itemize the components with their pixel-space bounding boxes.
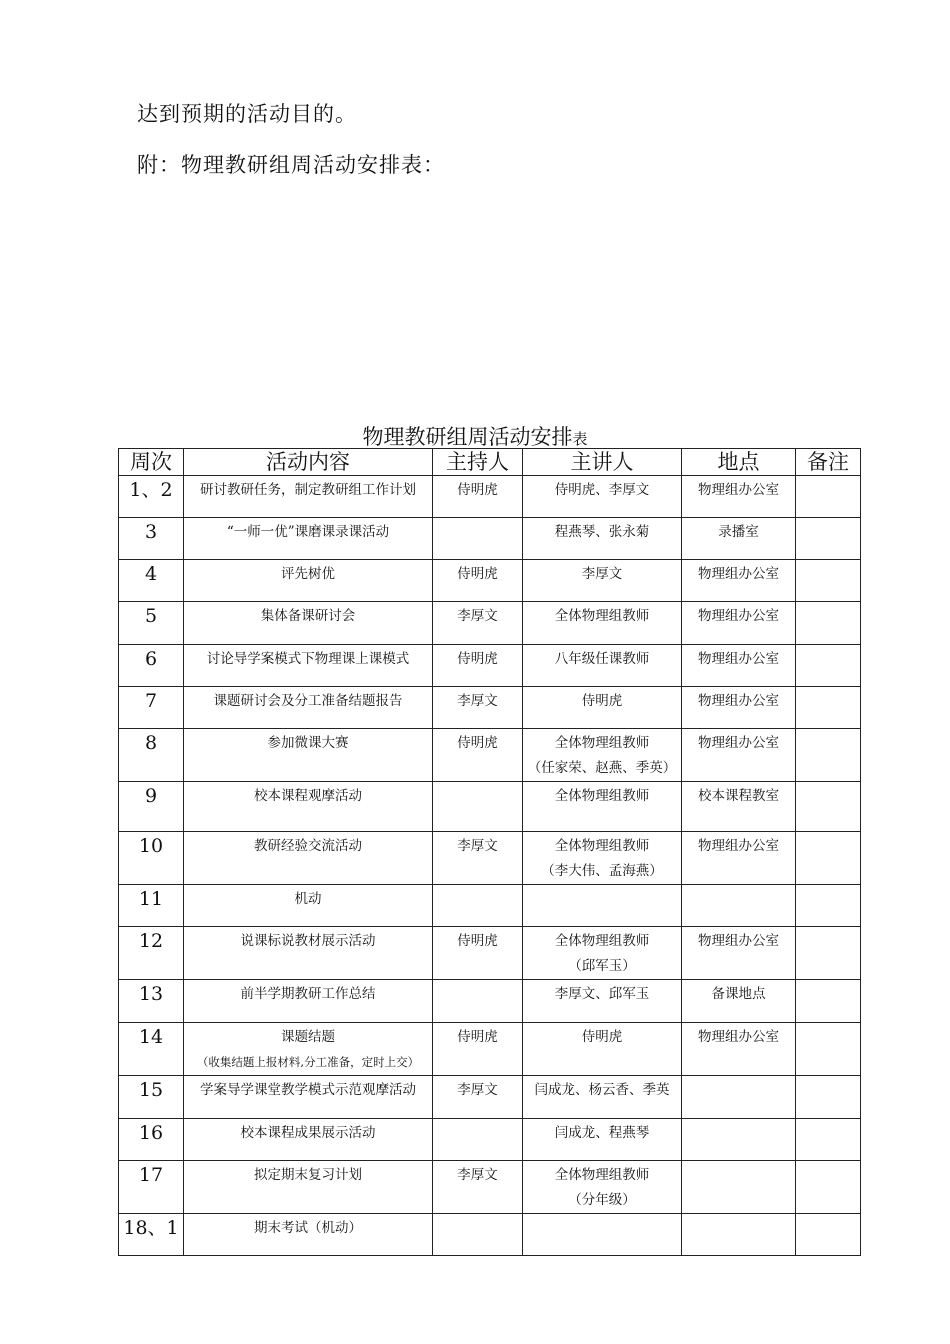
cell-place-text: 物理组办公室: [698, 482, 779, 498]
cell-place-text: 物理组办公室: [698, 566, 779, 582]
cell-content-text: 参加微课大赛: [267, 735, 349, 751]
cell-content-text: 学案导学课堂教学模式示范观摩活动: [200, 1082, 416, 1098]
cell-place-text: 物理组办公室: [698, 838, 779, 854]
cell-speaker-text: 全体物理组教师: [554, 788, 650, 804]
table-row: [119, 1214, 861, 1256]
table-row: [119, 927, 861, 980]
cell-content-text: 校本课程成果展示活动: [240, 1125, 376, 1141]
cell-note: [796, 782, 861, 832]
header-speaker: 主讲人: [523, 449, 682, 476]
cell-note: [796, 729, 861, 782]
cell-content: [184, 645, 433, 687]
cell-speaker-text: 闫成龙、杨云香、季英: [534, 1082, 670, 1098]
cell-speaker: [523, 729, 682, 782]
cell-content: [184, 980, 433, 1023]
cell-place-text: 物理组办公室: [698, 608, 779, 624]
cell-content-text: 评先树优: [281, 566, 335, 582]
cell-speaker-text: 全体物理组教师: [554, 1167, 650, 1183]
cell-content-text: 说课标说教材展示活动: [240, 933, 376, 949]
cell-content: [184, 476, 433, 518]
cell-week-text: 8: [144, 732, 158, 754]
cell-content: [184, 832, 433, 885]
cell-place: [682, 518, 796, 560]
cell-week-text: 4: [144, 563, 158, 585]
cell-week: [119, 687, 184, 729]
cell-place: [682, 1119, 796, 1161]
cell-place-text: 物理组办公室: [698, 651, 779, 667]
cell-speaker-text: 李厚文: [581, 566, 623, 582]
cell-place: [682, 782, 796, 832]
cell-week: [119, 885, 184, 927]
cell-place: [682, 1023, 796, 1076]
cell-week-text: 16: [138, 1122, 164, 1144]
cell-host: [433, 729, 523, 782]
cell-place: [682, 560, 796, 602]
cell-week-text: 12: [138, 930, 164, 952]
cell-place: [682, 927, 796, 980]
cell-content-text: 集体备课研讨会: [260, 608, 356, 624]
cell-host: [433, 782, 523, 832]
cell-note: [796, 1119, 861, 1161]
cell-week-text: 18、1: [123, 1217, 179, 1239]
cell-speaker: [523, 687, 682, 729]
cell-speaker-text: 全体物理组教师: [554, 608, 650, 624]
cell-host: [433, 927, 523, 980]
cell-content: [184, 1076, 433, 1119]
cell-week-text: 7: [144, 690, 158, 712]
cell-content-text: 前半学期教研工作总结: [240, 986, 376, 1002]
cell-place-text: 物理组办公室: [698, 693, 779, 709]
table-row: [119, 885, 861, 927]
header-place: 地点: [682, 449, 796, 476]
paragraph-line-2: 附：物理教研组周活动安排表：: [137, 153, 445, 177]
cell-week: [119, 645, 184, 687]
cell-speaker-text: 程燕琴、张永菊: [554, 524, 650, 540]
cell-host: [433, 885, 523, 927]
cell-note: [796, 560, 861, 602]
cell-place-text: 物理组办公室: [698, 1029, 779, 1045]
cell-week-text: 14: [138, 1026, 164, 1048]
cell-content-text: 教研经验交流活动: [254, 838, 362, 854]
table-row: [119, 782, 861, 832]
cell-speaker: [523, 832, 682, 885]
cell-host: [433, 687, 523, 729]
cell-speaker: [523, 602, 682, 645]
cell-speaker-text: 全体物理组教师: [554, 933, 650, 949]
cell-speaker: [523, 1076, 682, 1119]
cell-host: [433, 1023, 523, 1076]
cell-note: [796, 927, 861, 980]
schedule-table: [118, 448, 861, 1256]
cell-host: [433, 645, 523, 687]
cell-week: [119, 832, 184, 885]
cell-content-text: 课题结题: [281, 1029, 335, 1045]
cell-week: [119, 476, 184, 518]
cell-content: [184, 885, 433, 927]
cell-host-text: 李厚文: [457, 693, 498, 709]
cell-place-text: 校本课程教室: [698, 788, 779, 804]
table-row: [119, 602, 861, 645]
cell-host: [433, 560, 523, 602]
cell-speaker-text: 侍明虎: [581, 1029, 623, 1045]
cell-content: [184, 602, 433, 645]
cell-content-text: 讨论导学案模式下物理课上课模式: [206, 651, 410, 667]
cell-note: [796, 1161, 861, 1214]
cell-week: [119, 1161, 184, 1214]
cell-note: [796, 980, 861, 1023]
cell-content: [184, 729, 433, 782]
cell-place-text: 录播室: [718, 524, 759, 540]
cell-place: [682, 687, 796, 729]
table-row: [119, 729, 861, 782]
cell-host: [433, 1161, 523, 1214]
cell-week-text: 9: [144, 785, 158, 807]
cell-speaker: [523, 1161, 682, 1214]
header-content: 活动内容: [184, 449, 433, 476]
cell-week: [119, 729, 184, 782]
header-week: 周次: [119, 449, 184, 476]
cell-note: [796, 1023, 861, 1076]
cell-speaker: [523, 645, 682, 687]
cell-content: [184, 518, 433, 560]
table-row: [119, 1119, 861, 1161]
table-row: [119, 476, 861, 518]
paragraph-line-1: 达到预期的活动目的。: [137, 102, 357, 126]
cell-place: [682, 645, 796, 687]
cell-place: [682, 1214, 796, 1256]
table-row: [119, 1023, 861, 1076]
table-title: [0, 421, 950, 451]
cell-week: [119, 1214, 184, 1256]
cell-note: [796, 1214, 861, 1256]
cell-week-text: 6: [144, 648, 158, 670]
cell-host: [433, 832, 523, 885]
cell-speaker-second-line: （任家荣、赵燕、季英）: [527, 760, 677, 776]
cell-content-text: 期末考试（机动）: [254, 1220, 362, 1236]
cell-content: [184, 560, 433, 602]
cell-speaker-text: 闫成龙、程燕琴: [554, 1125, 650, 1141]
cell-speaker: [523, 476, 682, 518]
cell-speaker: [523, 1023, 682, 1076]
cell-speaker-second-line: （分年级）: [568, 1192, 636, 1208]
cell-speaker: [523, 980, 682, 1023]
cell-host-text: 李厚文: [457, 838, 498, 854]
cell-week: [119, 518, 184, 560]
cell-host: [433, 476, 523, 518]
cell-host-text: 李厚文: [457, 1167, 498, 1183]
cell-week: [119, 782, 184, 832]
cell-host: [433, 1119, 523, 1161]
cell-speaker-text: 全体物理组教师: [554, 735, 650, 751]
cell-place: [682, 832, 796, 885]
cell-host-text: 侍明虎: [457, 651, 498, 667]
cell-week: [119, 560, 184, 602]
cell-week-text: 3: [144, 521, 158, 543]
cell-week: [119, 1023, 184, 1076]
cell-week-text: 13: [138, 983, 164, 1005]
table-row: [119, 1076, 861, 1119]
cell-host-text: 李厚文: [457, 608, 498, 624]
cell-speaker: [523, 782, 682, 832]
cell-host-text: 侍明虎: [457, 566, 498, 582]
cell-host-text: 侍明虎: [457, 482, 498, 498]
cell-speaker-text: 八年级任课教师: [554, 651, 650, 667]
cell-content: [184, 1119, 433, 1161]
cell-place-text: 物理组办公室: [698, 933, 779, 949]
cell-place: [682, 602, 796, 645]
cell-speaker-second-line: （李大伟、孟海燕）: [541, 863, 663, 879]
table-row: [119, 832, 861, 885]
cell-content: [184, 687, 433, 729]
table-row: [119, 645, 861, 687]
cell-host: [433, 1214, 523, 1256]
cell-note: [796, 1076, 861, 1119]
cell-speaker: [523, 1119, 682, 1161]
cell-week: [119, 980, 184, 1023]
cell-place: [682, 729, 796, 782]
cell-note: [796, 687, 861, 729]
table-title-main: 物理教研组周活动安排: [362, 425, 573, 449]
cell-host: [433, 602, 523, 645]
cell-host-text: 侍明虎: [457, 933, 498, 949]
cell-host-text: 侍明虎: [457, 1029, 498, 1045]
cell-content: [184, 1214, 433, 1256]
cell-speaker-text: 全体物理组教师: [554, 838, 650, 854]
cell-week: [119, 927, 184, 980]
table-row: [119, 980, 861, 1023]
cell-place: [682, 1161, 796, 1214]
cell-week-text: 1、2: [129, 479, 173, 501]
cell-note: [796, 832, 861, 885]
cell-content-text: 机动: [294, 891, 322, 907]
cell-content-text: 课题研讨会及分工准备结题报告: [213, 693, 403, 709]
cell-place-text: 物理组办公室: [698, 735, 779, 751]
table-row: [119, 518, 861, 560]
cell-host-text: 李厚文: [457, 1082, 498, 1098]
cell-place-text: 备课地点: [711, 986, 766, 1002]
table-title-suffix: 表: [572, 430, 588, 448]
cell-note: [796, 645, 861, 687]
cell-note: [796, 518, 861, 560]
header-note: 备注: [796, 449, 861, 476]
cell-note: [796, 476, 861, 518]
table-row: [119, 687, 861, 729]
cell-content-text: “一师一优”课磨课录课活动: [226, 524, 390, 540]
cell-content: [184, 927, 433, 980]
cell-speaker: [523, 1214, 682, 1256]
cell-week-text: 5: [144, 605, 158, 627]
table-header-row: [119, 449, 861, 476]
cell-speaker: [523, 927, 682, 980]
table-row: [119, 560, 861, 602]
cell-week-text: 17: [138, 1164, 164, 1186]
cell-content-second-line: （收集结题上报材料,分工准备，定时上交）: [196, 1055, 420, 1069]
cell-week-text: 15: [138, 1079, 164, 1101]
cell-week: [119, 602, 184, 645]
cell-content-text: 拟定期末复习计划: [254, 1167, 362, 1183]
cell-week-text: 10: [138, 835, 164, 857]
cell-speaker-text: 侍明虎: [581, 693, 623, 709]
cell-week-text: 11: [138, 888, 164, 910]
cell-note: [796, 602, 861, 645]
cell-place: [682, 476, 796, 518]
cell-content: [184, 1161, 433, 1214]
cell-content: [184, 1023, 433, 1076]
cell-speaker: [523, 560, 682, 602]
cell-content-text: 研讨教研任务，制定教研组工作计划: [200, 482, 416, 498]
cell-place: [682, 980, 796, 1023]
cell-host-text: 侍明虎: [457, 735, 498, 751]
cell-week: [119, 1119, 184, 1161]
cell-speaker: [523, 885, 682, 927]
cell-content-text: 校本课程观摩活动: [254, 788, 362, 804]
cell-host: [433, 980, 523, 1023]
cell-host: [433, 518, 523, 560]
cell-content: [184, 782, 433, 832]
cell-week: [119, 1076, 184, 1119]
cell-host: [433, 1076, 523, 1119]
header-host: 主持人: [433, 449, 523, 476]
cell-note: [796, 885, 861, 927]
cell-place: [682, 885, 796, 927]
cell-speaker: [523, 518, 682, 560]
table-row: [119, 1161, 861, 1214]
cell-speaker-second-line: （邱军玉）: [568, 958, 636, 974]
cell-place: [682, 1076, 796, 1119]
cell-speaker-text: 侍明虎、李厚文: [554, 482, 650, 498]
cell-speaker-text: 李厚文、邱军玉: [554, 986, 650, 1002]
